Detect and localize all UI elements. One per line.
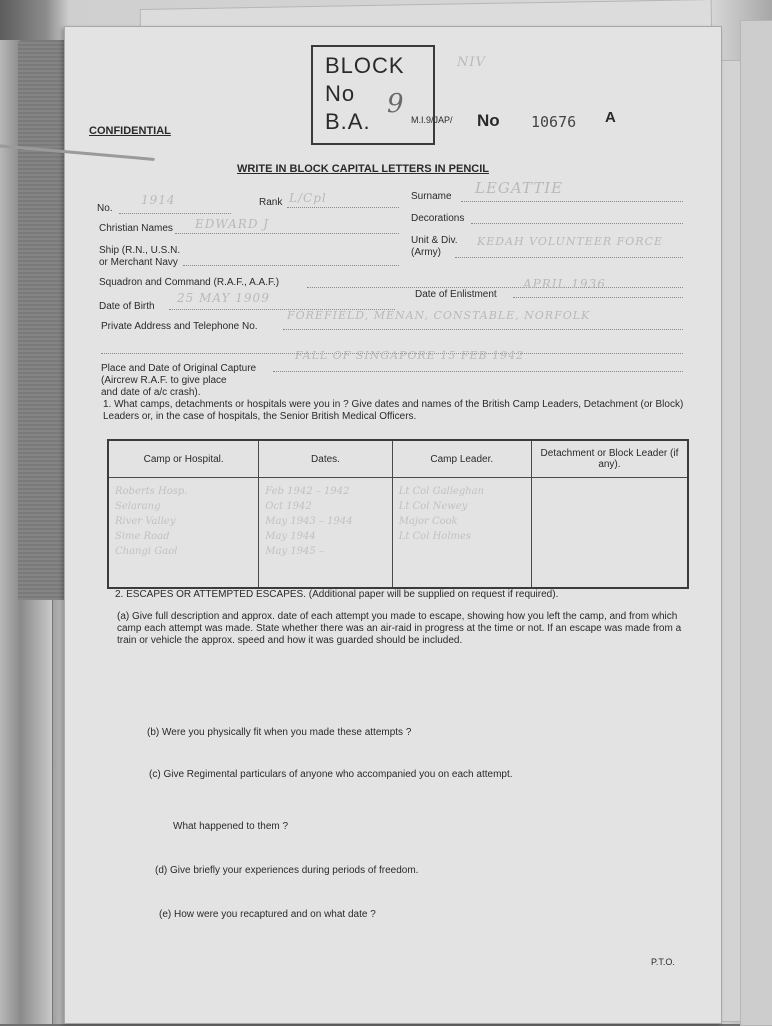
stamp-line-ba: B.A. — [325, 109, 371, 134]
no-label: No. — [97, 203, 113, 214]
serial-series: A — [605, 109, 616, 126]
capture-label-2: (Aircrew R.A.F. to give place — [101, 375, 227, 386]
cell-camps: Roberts Hosp. Selarang River Valley Sime Road Changi Gaol — [108, 478, 259, 589]
surname-line — [461, 201, 683, 202]
table-row — [108, 478, 688, 589]
unit-label: Unit & Div. — [411, 235, 458, 246]
block-stamp — [311, 45, 435, 145]
unit-line — [455, 257, 683, 258]
dob-label: Date of Birth — [99, 301, 155, 312]
stamp-line-block: BLOCK — [325, 53, 405, 78]
capture-label-3: and date of a/c crash). — [101, 387, 201, 398]
ship-label-2: or Merchant Navy — [99, 257, 178, 268]
enlistment-label: Date of Enlistment — [415, 289, 497, 300]
decorations-label: Decorations — [411, 213, 465, 224]
question-2c: (c) Give Regimental particulars of anyone who accompanied you on each attempt. — [149, 769, 513, 780]
no-value: 1914 — [141, 193, 176, 207]
header-dates: Dates. — [259, 440, 392, 478]
form-sheet — [64, 26, 722, 1024]
rank-line — [287, 207, 399, 208]
capture-label: Place and Date of Original Capture — [101, 363, 257, 374]
camps-table-header — [108, 440, 688, 478]
question-2d: (d) Give briefly your experiences during periods of freedom. — [155, 865, 419, 876]
cell-detachment-leader — [531, 478, 688, 589]
rank-label: Rank — [259, 197, 283, 208]
address-line — [283, 329, 683, 330]
no-line — [119, 213, 231, 214]
address-label: Private Address and Telephone No. — [101, 321, 258, 332]
squadron-line — [307, 287, 683, 288]
enlistment-line — [513, 297, 683, 298]
question-2-title: 2. ESCAPES OR ATTEMPTED ESCAPES. (Additional paper will be supplied on request if required). — [115, 589, 559, 600]
unit-label-2: (Army) — [411, 247, 441, 258]
header-camp: Camp or Hospital. — [108, 440, 259, 478]
rank-value: L/Cpl — [289, 191, 327, 205]
dob-value: 25 MAY 1909 — [177, 291, 270, 305]
capture-line — [273, 371, 683, 372]
question-2a: (a) Give full description and approx. date of each attempt you made to escape, showing how you left the camp, and from which camp each attempt was made. State whether there was an air-raid in progress at the time or not. If an escape was made from a train or vehicle the approx. speed and how it was guarded should be included. — [117, 611, 682, 646]
question-2b: (b) Were you physically fit when you made these attempts ? — [147, 727, 412, 738]
paper-stack-far-right — [740, 20, 772, 1026]
christian-names-label: Christian Names — [99, 223, 173, 234]
ship-line — [183, 265, 399, 266]
surname-label: Surname — [411, 191, 452, 202]
decorations-line — [471, 223, 683, 224]
header-camp-leader: Camp Leader. — [392, 440, 531, 478]
ref-code: M.I.9/JAP/ — [411, 115, 453, 125]
ship-label: Ship (R.N., U.S.N. — [99, 245, 181, 256]
cell-dates: Feb 1942 – 1942 Oct 1942 May 1943 – 1944 May 1944 May 1945 – — [259, 478, 392, 589]
christian-names-value: EDWARD J — [195, 217, 270, 231]
classification: CONFIDENTIAL — [89, 125, 171, 137]
binder-spine — [18, 40, 66, 600]
enlistment-value: APRIL 1936 — [523, 277, 606, 291]
stamp-line-no: No — [325, 81, 356, 106]
capture-value: FALL OF SINGAPORE 15 FEB 1942 — [295, 349, 525, 362]
pto-label: P.T.O. — [651, 957, 675, 967]
camps-table — [107, 439, 689, 589]
corner-note: NIV — [457, 55, 486, 70]
address-value: FOREFIELD, MENAN, CONSTABLE, NORFOLK — [287, 309, 591, 322]
serial-number: 10676 — [531, 113, 577, 131]
squadron-label: Squadron and Command (R.A.F., A.A.F.) — [99, 277, 280, 288]
stamp-handwritten-number: 9 — [387, 89, 405, 119]
question-2e: (e) How were you recaptured and on what date ? — [159, 909, 376, 920]
question-1-text: 1. What camps, detachments or hospitals were you in ? Give dates and names of the British Camp Leaders, Detachment (or Block) Leaders or, in the case of hospitals, the Senior British Medical Officers. — [103, 399, 684, 422]
cell-camp-leader: Lt Col Galleghan Lt Col Newey Major Cook Lt Col Holmes — [392, 478, 531, 589]
unit-value: KEDAH VOLUNTEER FORCE — [477, 235, 664, 248]
question-2c-followup: What happened to them ? — [173, 821, 289, 832]
serial-no-label: No — [477, 111, 500, 130]
form-instruction: WRITE IN BLOCK CAPITAL LETTERS IN PENCIL — [237, 163, 489, 175]
surname-value: LEGATTIE — [475, 179, 564, 197]
header-detachment-leader: Detachment or Block Leader (if any). — [531, 440, 688, 478]
christian-names-line — [175, 233, 399, 234]
